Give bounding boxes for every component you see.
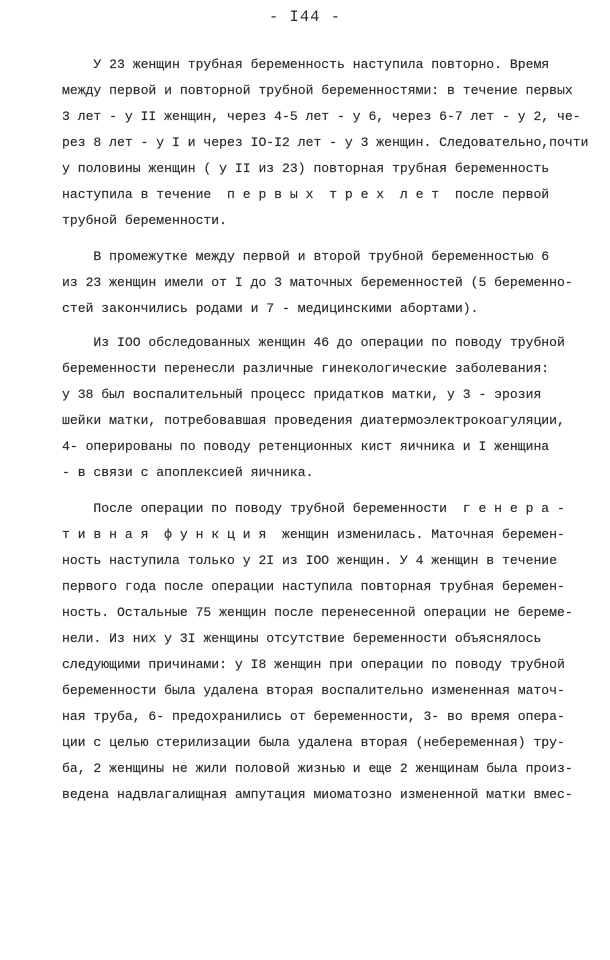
text-line: у половины женщин ( у II из 23) повторная трубная беременность	[62, 161, 550, 176]
text-line: шейки матки, потребовавшая проведения диатермоэлектрокоагуляции,	[62, 413, 565, 428]
text-line: беременности перенесли различные гинекологические заболевания:	[62, 361, 550, 376]
text-line: ции с целью стерилизации была удалена вторая (небеременная) тру-	[62, 735, 565, 750]
text-line: 4- оперированы по поводу ретенционных кист яичника и I женщина	[62, 439, 550, 454]
text-line: у 38 был воспалительный процесс придатков матки, у 3 - эрозия	[62, 387, 542, 402]
text-line: ность наступила только у 2I из IOO женщин. У 4 женщин в течение	[62, 553, 558, 568]
text-line: Из IOO обследованных женщин 46 до операции по поводу трубной	[62, 335, 565, 350]
text-line: ность. Остальные 75 женщин после перенесенной операции не береме-	[62, 605, 573, 620]
text-line: т и в н а я ф у н к ц и я женщин изменилась. Маточная беремен-	[62, 527, 565, 542]
text-line: беременности была удалена вторая воспалительно измененная маточ-	[62, 683, 565, 698]
text-line: ведена надвлагалищная ампутация миоматозно измененной матки вмес-	[62, 787, 573, 802]
text-line: 3 лет - у II женщин, через 4-5 лет - у 6, через 6-7 лет - у 2, че-	[62, 109, 581, 124]
text-line: наступила в течение п е р в ы х т р е х л е т после первой	[62, 187, 550, 202]
text-line: - в связи с апоплексией яичника.	[62, 465, 314, 480]
text-line: первого года после операции наступила повторная трубная беремен-	[62, 579, 565, 594]
text-line: трубной беременности.	[62, 213, 228, 228]
text-line: В промежутке между первой и второй трубной беременностью 6	[62, 249, 550, 264]
text-line: следующими причинами: у I8 женщин при операции по поводу трубной	[62, 657, 565, 672]
text-line: нели. Из них у 3I женщины отсутствие беременности объяснялось	[62, 631, 542, 646]
text-line: ная труба, 6- предохранились от беременности, 3- во время опера-	[62, 709, 565, 724]
text-line: После операции по поводу трубной беременности г е н е р а -	[62, 501, 565, 516]
text-line: между первой и повторной трубной беременностями: в течение первых	[62, 83, 573, 98]
text-line: из 23 женщин имели от I до 3 маточных беременностей (5 беременно-	[62, 275, 573, 290]
text-line: стей закончились родами и 7 - медицинскими абортами).	[62, 301, 479, 316]
page-number: - I44 -	[268, 8, 342, 26]
text-line: ба, 2 женщины не жили половой жизнью и еще 2 женщинам была произ-	[62, 761, 573, 776]
text-line: У 23 женщин трубная беременность наступила повторно. Время	[62, 57, 550, 72]
text-line: рез 8 лет - у I и через IO-I2 лет - у 3 женщин. Следовательно,почти	[62, 135, 589, 150]
